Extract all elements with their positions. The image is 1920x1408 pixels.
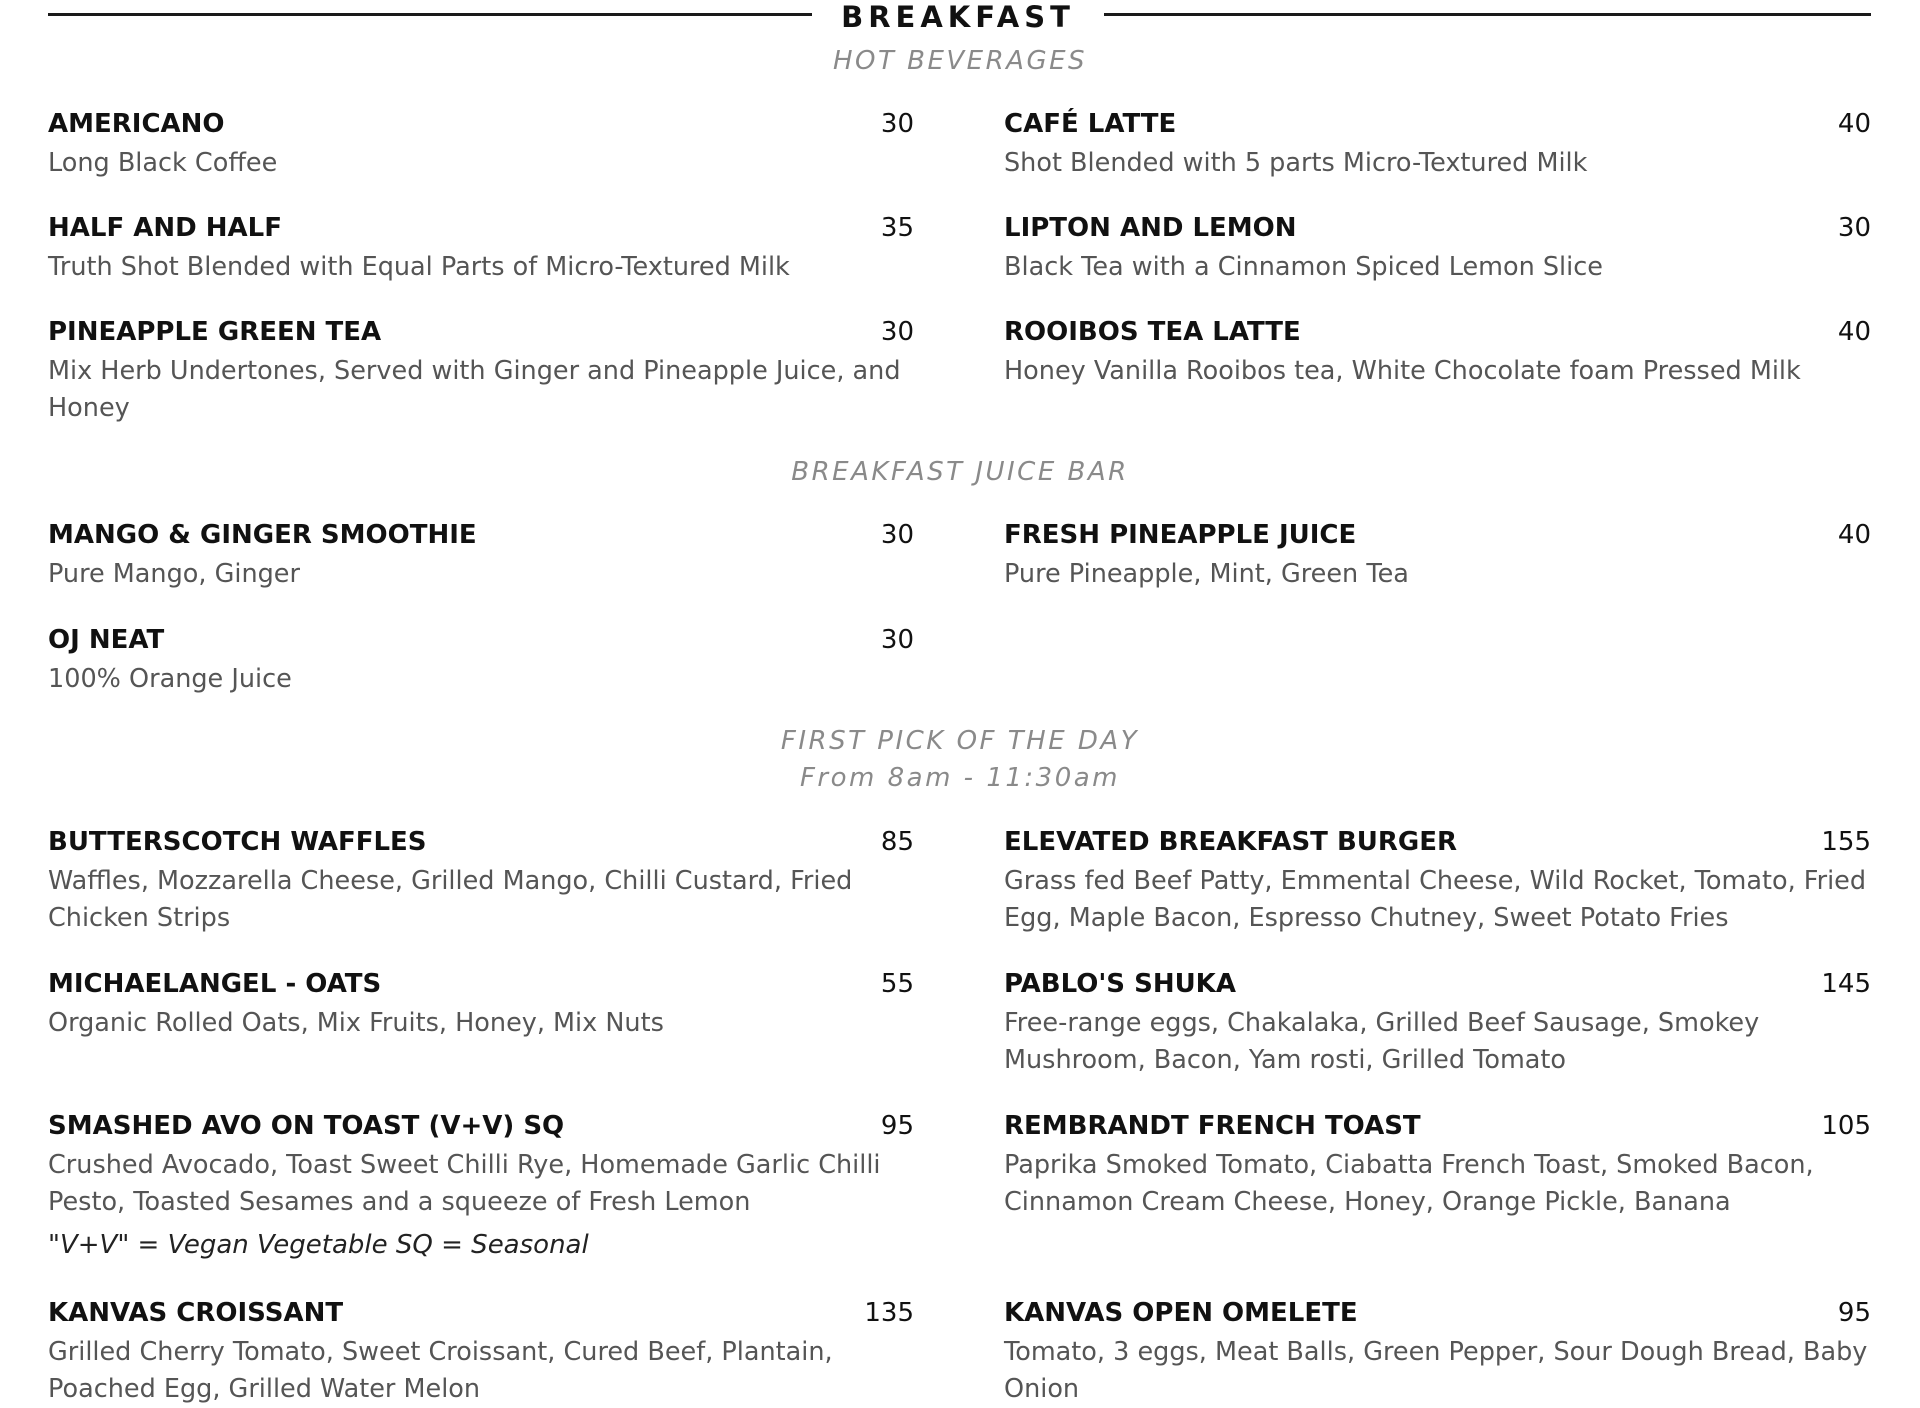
item-price: 30 (880, 520, 914, 550)
item-name: SMASHED AVO ON TOAST (V+V) SQ (48, 1111, 565, 1141)
menu-item-americano (48, 108, 914, 182)
item-name: HALF AND HALF (48, 213, 282, 243)
item-description: Grilled Cherry Tomato, Sweet Croissant, Cured Beef, Plantain, Poached Egg, Grilled Water Melon (48, 1337, 833, 1404)
dietary-legend-note: "V+V" = Vegan Vegetable SQ = Seasonal (48, 1230, 589, 1260)
item-name: KANVAS CROISSANT (48, 1298, 344, 1328)
item-name: MICHAELANGEL - OATS (48, 969, 382, 999)
title-divider-right (1104, 13, 1871, 16)
menu-item-pineapple-green-tea (48, 316, 914, 427)
item-name: PINEAPPLE GREEN TEA (48, 317, 382, 347)
item-price: 40 (1837, 109, 1871, 139)
section-heading-juice-bar: BREAKFAST JUICE BAR (791, 457, 1129, 487)
item-description: Mix Herb Undertones, Served with Ginger and Pineapple Juice, and Honey (48, 356, 901, 423)
item-price: 30 (880, 625, 914, 655)
item-name: LIPTON AND LEMON (1004, 213, 1297, 243)
item-name: AMERICANO (48, 109, 225, 139)
menu-item-kanvas-open-omelete (1004, 1297, 1871, 1408)
item-description: Black Tea with a Cinnamon Spiced Lemon Slice (1004, 252, 1603, 282)
item-price: 145 (1821, 969, 1871, 999)
menu-item-smashed-avo-toast (48, 1110, 914, 1263)
item-price: 40 (1837, 520, 1871, 550)
item-price: 35 (880, 213, 914, 243)
item-description: Paprika Smoked Tomato, Ciabatta French Toast, Smoked Bacon, Cinnamon Cream Cheese, Honey, Orange Pickle, Banana (1004, 1150, 1814, 1217)
item-price: 95 (880, 1111, 914, 1141)
section-heading-hot-beverages: HOT BEVERAGES (832, 46, 1088, 76)
menu-title: BREAKFAST (841, 0, 1075, 34)
item-description: Tomato, 3 eggs, Meat Balls, Green Pepper, Sour Dough Bread, Baby Onion (1004, 1337, 1868, 1404)
item-name: OJ NEAT (48, 625, 165, 655)
item-price: 105 (1821, 1111, 1871, 1141)
item-description: Shot Blended with 5 parts Micro-Textured Milk (1004, 148, 1588, 178)
item-price: 85 (880, 827, 914, 857)
item-name: ELEVATED BREAKFAST BURGER (1004, 827, 1458, 857)
title-divider-left (48, 13, 812, 16)
item-price: 30 (1837, 213, 1871, 243)
item-description: Truth Shot Blended with Equal Parts of Micro-Textured Milk (48, 252, 790, 282)
item-description: Crushed Avocado, Toast Sweet Chilli Rye, Homemade Garlic Chilli Pesto, Toasted Sesames and a squeeze of Fresh Lemon (48, 1150, 881, 1217)
item-name: BUTTERSCOTCH WAFFLES (48, 827, 427, 857)
item-price: 135 (864, 1298, 914, 1328)
item-description: Long Black Coffee (48, 148, 278, 178)
item-name: FRESH PINEAPPLE JUICE (1004, 520, 1357, 550)
menu-item-rooibos-tea-latte (1004, 316, 1871, 390)
section-subheading-hours: From 8am - 11:30am (799, 763, 1121, 793)
item-name: KANVAS OPEN OMELETE (1004, 1298, 1358, 1328)
menu-item-michaelangel-oats (48, 968, 914, 1042)
item-description: Pure Mango, Ginger (48, 559, 300, 589)
item-description: 100% Orange Juice (48, 664, 292, 694)
menu-item-oj-neat (48, 624, 914, 698)
menu-item-fresh-pineapple-juice (1004, 519, 1871, 593)
item-description: Free-range eggs, Chakalaka, Grilled Beef Sausage, Smokey Mushroom, Bacon, Yam rosti, Grilled Tomato (1004, 1008, 1760, 1075)
item-description: Waffles, Mozzarella Cheese, Grilled Mango, Chilli Custard, Fried Chicken Strips (48, 866, 853, 933)
item-name: PABLO'S SHUKA (1004, 969, 1236, 999)
item-name: MANGO & GINGER SMOOTHIE (48, 520, 477, 550)
item-price: 95 (1837, 1298, 1871, 1328)
menu-item-lipton-and-lemon (1004, 212, 1871, 286)
item-price: 40 (1837, 317, 1871, 347)
menu-item-kanvas-croissant (48, 1297, 914, 1408)
item-description: Organic Rolled Oats, Mix Fruits, Honey, Mix Nuts (48, 1008, 664, 1038)
item-price: 30 (880, 317, 914, 347)
item-description: Honey Vanilla Rooibos tea, White Chocolate foam Pressed Milk (1004, 356, 1801, 386)
menu-item-butterscotch-waffles (48, 826, 914, 937)
item-price: 155 (1821, 827, 1871, 857)
item-description: Pure Pineapple, Mint, Green Tea (1004, 559, 1409, 589)
menu-item-pablos-shuka (1004, 968, 1871, 1079)
item-name: CAFÉ LATTE (1004, 109, 1177, 139)
menu-item-rembrandt-french-toast (1004, 1110, 1871, 1221)
item-price: 55 (880, 969, 914, 999)
menu-item-elevated-breakfast-burger (1004, 826, 1871, 937)
item-price: 30 (880, 109, 914, 139)
menu-item-cafe-latte (1004, 108, 1871, 182)
item-name: REMBRANDT FRENCH TOAST (1004, 1111, 1421, 1141)
menu-item-mango-ginger-smoothie (48, 519, 914, 593)
item-name: ROOIBOS TEA LATTE (1004, 317, 1301, 347)
section-heading-first-pick: FIRST PICK OF THE DAY (780, 726, 1140, 756)
menu-item-half-and-half (48, 212, 914, 286)
item-description: Grass fed Beef Patty, Emmental Cheese, Wild Rocket, Tomato, Fried Egg, Maple Bacon, Espresso Chutney, Sweet Potato Fries (1004, 866, 1867, 933)
